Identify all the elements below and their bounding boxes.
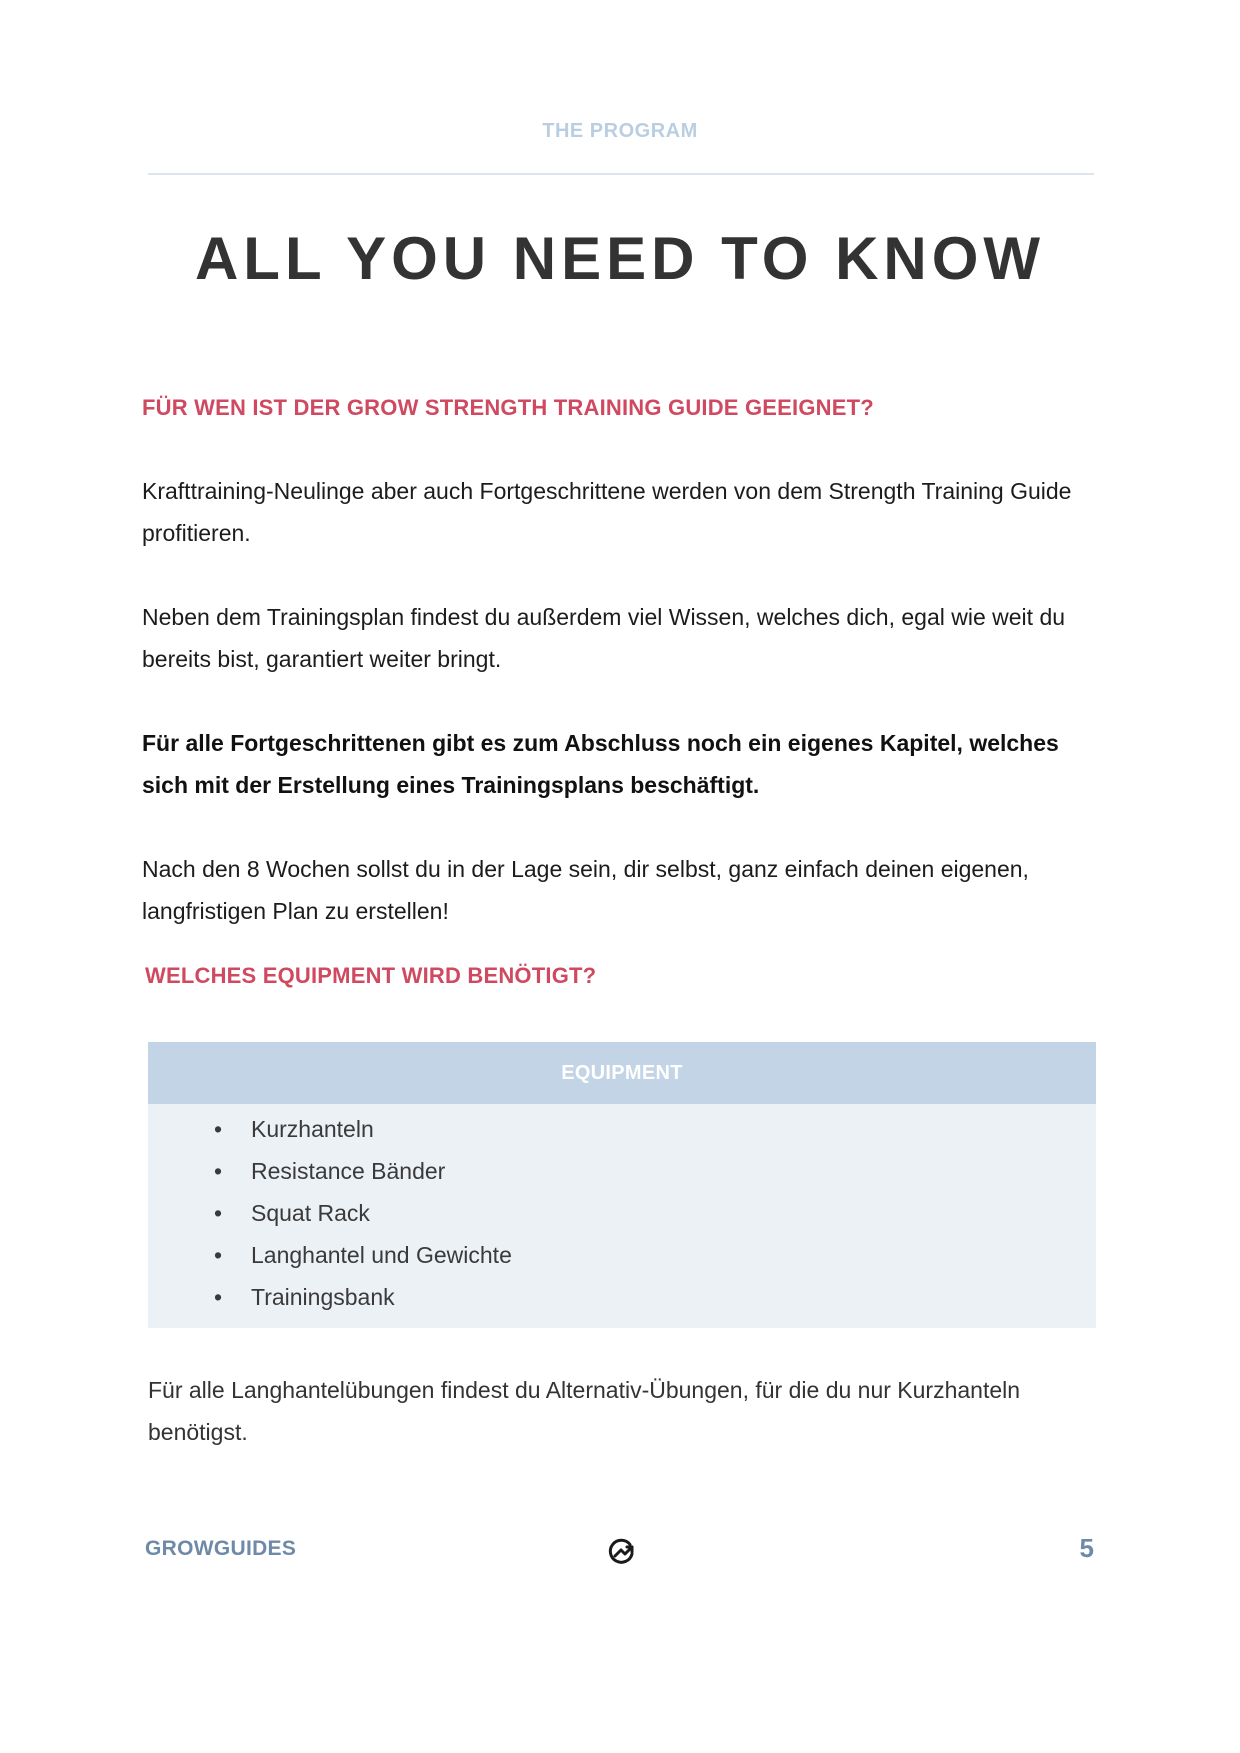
equipment-item [148,1276,1096,1318]
equipment-item-label: Trainingsbank [251,1284,395,1310]
paragraph-advanced-chapter: Für alle Fortgeschrittenen gibt es zum Abschluss noch ein eigenes Kapitel, welches sich mit der Erstellung eines Trainingsplans beschäftigt. [142,730,1059,798]
bullet-icon: • [214,1158,223,1184]
equipment-item [148,1192,1096,1234]
equipment-heading: WELCHES EQUIPMENT WIRD BENÖTIGT? [145,963,597,988]
equipment-item [148,1234,1096,1276]
page-number: 5 [1079,1533,1094,1563]
alternative-exercises-note: Für alle Langhantelübungen findest du Alternativ-Übungen, für die du nur Kurzhanteln benötigst. [148,1377,1021,1445]
paragraph-own-plan: Nach den 8 Wochen sollst du in der Lage sein, dir selbst, ganz einfach deinen eigenen, langfristigen Plan zu erstellen! [142,856,1029,924]
growguides-logo-icon [605,1536,637,1568]
equipment-item [148,1108,1096,1150]
bullet-icon: • [214,1284,223,1310]
equipment-item [148,1150,1096,1192]
page-title: ALL YOU NEED TO KNOW [194,225,1046,292]
divider-line [148,173,1094,175]
equipment-table-header: EQUIPMENT [148,1042,1096,1104]
bullet-icon: • [214,1200,223,1226]
bullet-icon: • [214,1242,223,1268]
equipment-item-label: Squat Rack [251,1200,370,1226]
paragraph-knowledge: Neben dem Trainingsplan findest du außerdem viel Wissen, welches dich, egal wie weit du bereits bist, garantiert weiter bringt. [142,604,1066,672]
equipment-list [148,1104,1096,1318]
section-kicker: THE PROGRAM [542,120,698,142]
equipment-item-label: Langhantel und Gewichte [251,1242,512,1268]
paragraph-beginners: Krafttraining-Neulinge aber auch Fortgeschrittene werden von dem Strength Training Guide profitieren. [142,478,1072,546]
target-audience-heading: FÜR WEN IST DER GROW STRENGTH TRAINING GUIDE GEEIGNET? [142,395,874,420]
bullet-icon: • [214,1116,223,1142]
equipment-item-label: Kurzhanteln [251,1116,374,1142]
equipment-table [148,1042,1096,1328]
equipment-item-label: Resistance Bänder [251,1158,446,1184]
footer-brand: GROWGUIDES [145,1537,297,1560]
